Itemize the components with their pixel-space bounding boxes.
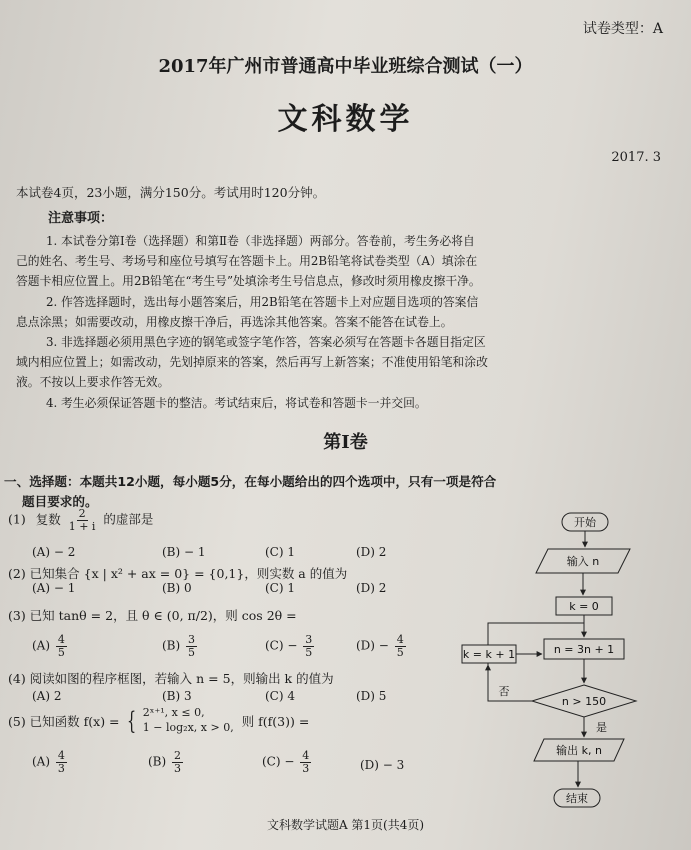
denominator: 3	[174, 761, 182, 775]
input-label: 输入 n	[566, 555, 600, 568]
piecewise-cases	[143, 706, 234, 736]
option-label: (B)	[148, 754, 167, 769]
init-label: k = 0	[569, 600, 599, 613]
increment-label: k = k + 1	[462, 648, 516, 661]
option-c: (C) 1	[265, 545, 295, 559]
numerator: 4	[57, 633, 65, 646]
denominator: 5	[305, 645, 313, 659]
denominator: 5	[396, 645, 404, 659]
numerator: 2	[78, 507, 86, 520]
option-c	[265, 634, 316, 658]
output-label: 输出 k, n	[556, 744, 602, 757]
question-number: (1)	[8, 511, 26, 527]
fraction	[300, 750, 311, 774]
option-label: (A)	[32, 638, 51, 653]
numerator: 2	[174, 749, 182, 762]
question-text: 则 f(f(3)) =	[241, 713, 310, 729]
option-b: (B) 0	[162, 581, 192, 595]
assign-label: n = 3n + 1	[553, 643, 615, 656]
question-text: 的虚部是	[103, 511, 154, 527]
note-line: 4. 考生必须保证答题卡的整洁。考试结束后，将试卷和答题卡一并交回。	[46, 395, 427, 410]
option-b: (B) − 1	[162, 545, 206, 559]
note-line: 2. 作答选择题时，选出每小题答案后，用2B铅笔在答题卡上对应题目选项的答案信	[46, 294, 479, 309]
fraction	[172, 750, 183, 774]
numerator: 4	[302, 749, 310, 762]
program-flowchart	[440, 505, 670, 815]
option-a: (A) − 1	[32, 581, 76, 595]
note-line: 答题卡相应位置上。用2B铅笔在“考生号”处填涂考生号信息点，修改时须用橡皮擦干净。	[16, 274, 481, 289]
denominator: 5	[57, 645, 65, 659]
option-b: (B) 3	[162, 689, 192, 703]
question-2: (2) 已知集合 {x | x² + ax = 0} = {0,1}，则实数 a 的值为	[8, 566, 348, 581]
option-c	[262, 750, 313, 774]
section-heading-cont: 题目要求的。	[22, 494, 98, 509]
piecewise-brace: {	[126, 706, 136, 735]
denominator: 1 + i	[68, 519, 96, 533]
exam-title: 2017年广州市普通高中毕业班综合测试（一）	[158, 56, 533, 77]
fraction	[67, 508, 98, 532]
section-heading: 一、选择题：本题共12小题，每小题5分，在每小题给出的四个选项中，只有一项是符合	[4, 474, 497, 489]
option-c: (C) 4	[265, 689, 295, 703]
fraction	[303, 634, 314, 658]
question-5	[8, 706, 309, 736]
fraction	[395, 634, 406, 658]
case-line: 2ˣ⁺¹, x ≤ 0,	[142, 706, 205, 719]
question-text: (5) 已知函数 f(x) =	[8, 713, 120, 729]
question-text: 复数	[35, 511, 61, 527]
notes-block	[16, 231, 666, 413]
fraction	[186, 634, 197, 658]
part-title: 第Ⅰ卷	[323, 432, 368, 453]
option-d: (D) − 3	[360, 758, 405, 772]
denominator: 3	[302, 761, 310, 775]
option-label: (D) −	[356, 638, 389, 653]
paper-type-label: 试卷类型：A	[582, 21, 663, 37]
option-d: (D) 5	[356, 689, 387, 703]
option-a: (A) 2	[32, 689, 62, 703]
numerator: 4	[396, 633, 404, 646]
option-label: (A)	[32, 754, 51, 769]
option-a	[32, 750, 69, 774]
option-d: (D) 2	[356, 581, 387, 595]
option-a	[32, 634, 69, 658]
fraction	[56, 634, 67, 658]
case-line: 1 − log₂x, x > 0,	[142, 720, 234, 734]
notes-heading: 注意事项：	[48, 211, 114, 226]
note-line: 域内相应位置上；如需改动，先划掉原来的答案，然后再写上新答案；不准使用铅笔和涂改	[16, 355, 488, 370]
yes-label: 是	[596, 721, 607, 734]
option-a: (A) − 2	[32, 545, 76, 559]
note-line: 3. 非选择题必须用黑色字迹的钢笔或签字笔作答，答案必须写在答题卡各题目指定区	[46, 335, 486, 350]
option-d	[356, 634, 408, 658]
question-1	[8, 508, 153, 532]
note-line: 息点涂黑；如需要改动，用橡皮擦干净后，再选涂其他答案。答案不能答在试卷上。	[16, 314, 453, 329]
note-line: 1. 本试卷分第Ⅰ卷（选择题）和第Ⅱ卷（非选择题）两部分。答卷前，考生务必将自	[46, 234, 475, 248]
note-line: 液。不按以上要求作答无效。	[16, 375, 170, 390]
option-label: (C) −	[265, 638, 298, 653]
option-label: (C) −	[262, 754, 295, 769]
option-label: (B)	[162, 638, 181, 653]
intro-text: 本试卷4页，23小题，满分150分。考试用时120分钟。	[16, 185, 326, 200]
page-footer: 文科数学试题A 第1页(共4页)	[266, 818, 425, 832]
start-label: 开始	[574, 516, 596, 529]
subject-title: 文科数学	[277, 102, 414, 137]
option-b	[148, 750, 185, 774]
option-c: (C) 1	[265, 581, 295, 595]
note-line: 己的姓名、考生号、考场号和座位号填写在答题卡上。用2B铅笔将试卷类型（A）填涂在	[16, 254, 478, 269]
option-b	[162, 634, 199, 658]
option-d: (D) 2	[356, 545, 387, 559]
end-label: 结束	[566, 792, 588, 805]
denominator: 3	[57, 761, 65, 775]
exam-date: 2017. 3	[611, 150, 661, 165]
fraction	[56, 750, 67, 774]
numerator: 3	[188, 633, 196, 646]
no-label: 否	[498, 685, 510, 698]
question-3: (3) 已知 tanθ = 2，且 θ ∈ (0, π/2)，则 cos 2θ =	[8, 608, 297, 623]
question-4: (4) 阅读如图的程序框图，若输入 n = 5，则输出 k 的值为	[8, 671, 334, 686]
numerator: 4	[57, 749, 65, 762]
denominator: 5	[188, 645, 196, 659]
numerator: 3	[305, 633, 313, 646]
condition-label: n > 150	[561, 695, 607, 708]
